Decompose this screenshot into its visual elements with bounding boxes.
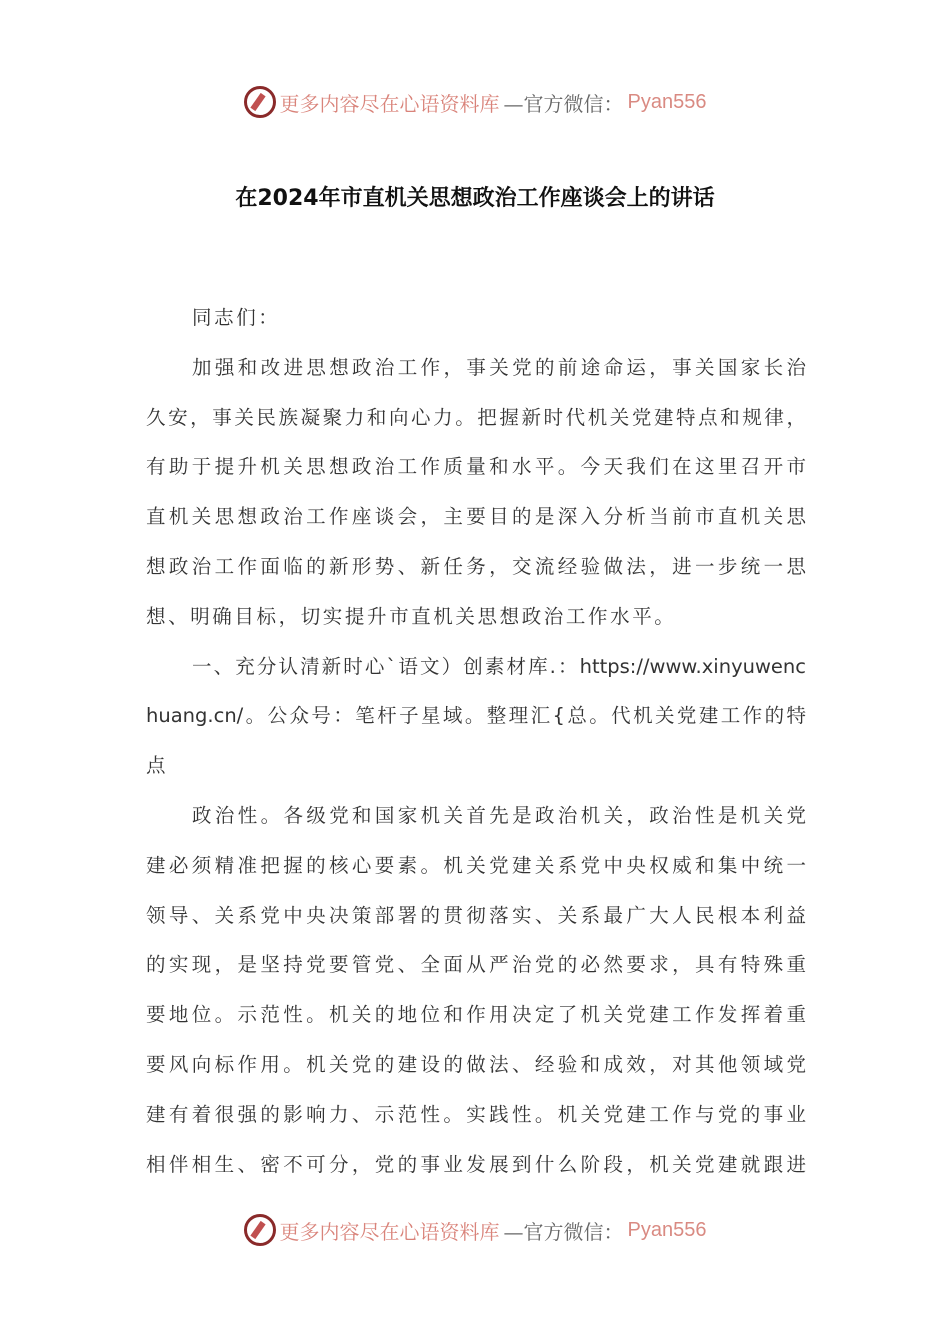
text-line: 直机关思想政治工作座谈会，主要目的是深入分析当前市直机关思: [146, 505, 806, 529]
text-line: 加强和改进思想政治工作，事关党的前途命运，事关国家长治: [192, 355, 806, 379]
text-line: 想政治工作面临的新形势、新任务，交流经验做法，进一步统一思: [146, 555, 806, 578]
text-line: 有助于提升机关思想政治工作质量和水平。今天我们在这里召开市: [146, 455, 806, 479]
text-line: 同志们：: [192, 306, 281, 329]
text-line: 政治性。各级党和国家机关首先是政治机关，政治性是机关党: [192, 804, 806, 827]
text-line: 相伴相生、密不可分，党的事业发展到什么阶段，机关党建就跟进: [146, 1152, 806, 1176]
page-title: 在2024年市直机关思想政治工作座谈会上的讲话: [235, 186, 715, 211]
text-line: 久安，事关民族凝聚力和向心力。把握新时代机关党建特点和规律，: [146, 405, 806, 429]
text-line: 点: [146, 754, 169, 778]
text-line: 想、明确目标，切实提升市直机关思想政治工作水平。: [146, 604, 677, 628]
watermark-header: 更多内容尽在心语资料库 —官方微信： Pyan556: [0, 86, 950, 118]
pen-logo-icon: [244, 86, 276, 118]
pen-logo-icon: [244, 1214, 276, 1246]
text-line: 要风向标作用。机关党的建设的做法、经验和成效，对其他领域党: [146, 1053, 806, 1076]
text-line: huang.cn/。公众号：笔杆子星域。整理汇{总。代机关党建工作的特: [146, 704, 806, 728]
text-line: 的实现，是坚持党要管党、全面从严治党的必然要求，具有特殊重: [146, 953, 806, 977]
text-line: 领导、关系党中央决策部署的贯彻落实、关系最广大人民根本利益: [146, 903, 806, 927]
text-line: 一、充分认清新时心`语文）创素材库.：https://www.xinyuwenc: [192, 654, 806, 678]
text-line: 要地位。示范性。机关的地位和作用决定了机关党建工作发挥着重: [146, 1003, 806, 1027]
text-line: 建必须精准把握的核心要素。机关党建关系党中央权威和集中统一: [146, 853, 806, 877]
watermark-footer: 更多内容尽在心语资料库 —官方微信： Pyan556: [0, 1214, 950, 1246]
text-line: 建有着很强的影响力、示范性。实践性。机关党建工作与党的事业: [146, 1102, 806, 1126]
